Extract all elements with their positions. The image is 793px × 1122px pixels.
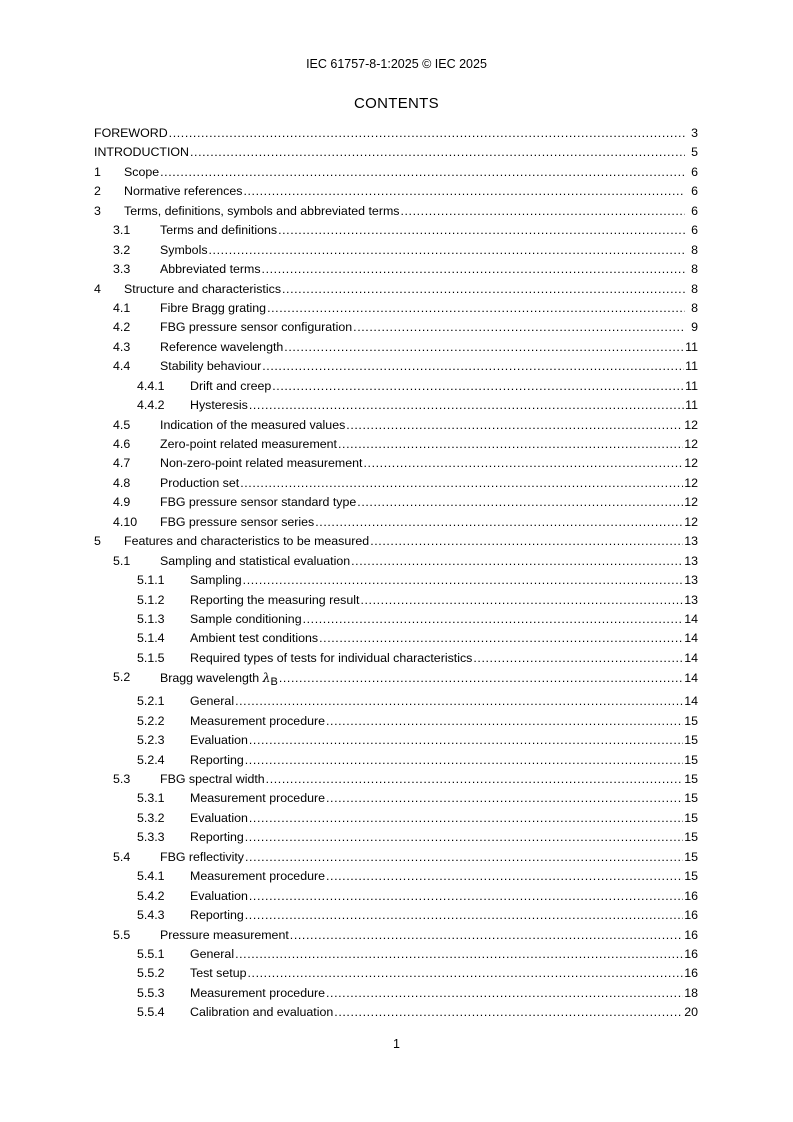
toc-entry[interactable] [94, 773, 698, 792]
toc-entry-page[interactable]: 18 [684, 985, 698, 1000]
toc-entry-title[interactable] [190, 792, 325, 805]
toc-entry-title[interactable] [160, 477, 239, 490]
toc-entry-number: 5.3.2 [137, 810, 165, 825]
toc-entry-title[interactable] [190, 948, 234, 961]
toc-entry-title[interactable] [190, 812, 248, 825]
dot-leader [209, 244, 685, 257]
toc-entry-title[interactable] [190, 909, 244, 922]
toc-entry-title[interactable] [94, 146, 189, 159]
toc-entry-title[interactable] [160, 321, 352, 334]
dot-leader [245, 754, 683, 767]
dot-leader [160, 166, 685, 179]
toc-entry-page[interactable]: 12 [684, 456, 698, 471]
dot-leader [243, 574, 684, 587]
toc-entry-number: 4.4.1 [137, 378, 165, 393]
toc-entry-page[interactable]: 11 [685, 378, 698, 393]
page-header: IEC 61757-8-1:2025 © IEC 2025 [306, 57, 487, 71]
toc-entry-number: 4.3 [113, 339, 131, 354]
dot-leader [326, 870, 683, 883]
toc-entry-title[interactable] [190, 632, 318, 645]
toc-entry-text: Sample conditioning [190, 611, 302, 626]
lambda-subscript: B [270, 676, 278, 689]
toc-entry-page[interactable]: 15 [684, 849, 698, 864]
toc-entry-title[interactable] [160, 419, 345, 432]
toc-entry-page[interactable]: 15 [684, 810, 698, 825]
dot-leader [290, 929, 683, 942]
toc-entry-text: Non-zero-point related measurement [160, 456, 363, 471]
dot-leader [262, 360, 684, 373]
toc-entry[interactable] [94, 166, 698, 185]
toc-entry-title[interactable] [124, 166, 159, 179]
toc-entry-number: 5.2.2 [137, 713, 165, 728]
toc-entry-title[interactable] [160, 496, 356, 509]
toc-entry[interactable] [94, 496, 698, 515]
toc-entry-page[interactable]: 8 [691, 262, 698, 277]
toc-entry[interactable] [94, 831, 698, 850]
dot-leader [235, 948, 683, 961]
toc-entry-page[interactable]: 13 [684, 534, 698, 549]
toc-entry[interactable] [94, 671, 698, 695]
toc-entry[interactable] [94, 419, 698, 438]
toc-entry[interactable] [94, 263, 698, 282]
toc-entry-page[interactable]: 15 [684, 830, 698, 845]
toc-entry-text: Required types of tests for individual characteristics [190, 650, 473, 665]
toc-entry-text: INTRODUCTION [94, 145, 189, 160]
toc-entry-title[interactable] [160, 360, 261, 373]
dot-leader [249, 812, 683, 825]
toc-entry-number: 5.3.3 [137, 830, 165, 845]
toc-entry[interactable] [94, 224, 698, 243]
toc-entry-number: 1 [94, 164, 101, 179]
toc-entry[interactable] [94, 695, 698, 714]
toc-entry-text: Drift and creep [190, 378, 272, 393]
toc-entry[interactable] [94, 715, 698, 734]
dot-leader [326, 792, 683, 805]
toc-entry-title[interactable] [190, 734, 248, 747]
toc-entry[interactable] [94, 890, 698, 909]
toc-entry-title[interactable] [190, 715, 325, 728]
toc-entry-title[interactable] [190, 890, 248, 903]
dot-leader [338, 438, 683, 451]
dot-leader [272, 380, 684, 393]
toc-entry-title[interactable] [94, 127, 168, 140]
toc-entry-page[interactable]: 11 [685, 398, 698, 413]
toc-entry-page[interactable]: 14 [684, 694, 698, 709]
toc-entry-page[interactable]: 15 [684, 791, 698, 806]
toc-entry[interactable] [94, 1006, 698, 1025]
toc-entry-title[interactable] [160, 457, 362, 470]
toc-entry-text: Evaluation [190, 810, 248, 825]
toc-entry-number: 5.5.4 [137, 1005, 165, 1020]
toc-entry-title[interactable] [160, 851, 244, 864]
toc-entry-page[interactable]: 15 [684, 869, 698, 884]
toc-entry-page[interactable]: 12 [684, 417, 698, 432]
toc-entry[interactable] [94, 851, 698, 870]
toc-entry-title[interactable] [190, 380, 271, 393]
toc-entry[interactable] [94, 283, 698, 302]
dot-leader [249, 734, 683, 747]
toc-entry-title[interactable] [124, 185, 242, 198]
dot-leader [240, 477, 683, 490]
toc-entry-text: FBG pressure sensor configuration [160, 320, 353, 335]
toc-entry[interactable] [94, 754, 698, 773]
toc-entry-title[interactable] [160, 670, 278, 689]
toc-entry-text: Sampling and statistical evaluation [160, 553, 351, 568]
dot-leader [351, 555, 683, 568]
dot-leader [353, 321, 685, 334]
toc-entry-number: 4.1 [113, 300, 131, 315]
toc-entry-title[interactable] [160, 341, 283, 354]
toc-entry-text: Bragg wavelength [160, 671, 263, 686]
toc-entry[interactable] [94, 399, 698, 418]
toc-entry-number: 4.7 [113, 456, 131, 471]
toc-entry[interactable] [94, 457, 698, 476]
toc-entry-text: Reporting [190, 908, 244, 923]
toc-entry-page[interactable]: 14 [684, 611, 698, 626]
toc-entry-number: 4.8 [113, 475, 131, 490]
dot-leader [334, 1006, 683, 1019]
dot-leader [278, 224, 685, 237]
toc-entry-page[interactable]: 16 [684, 946, 698, 961]
toc-entry-page[interactable]: 11 [685, 339, 698, 354]
dot-leader [266, 773, 684, 786]
toc-entry-page[interactable]: 13 [684, 573, 698, 588]
toc-entry-number: 4.10 [113, 514, 138, 529]
toc-entry[interactable] [94, 870, 698, 889]
toc-entry-title[interactable] [190, 613, 302, 626]
toc-entry-text: Reporting [190, 830, 244, 845]
toc-entry[interactable] [94, 734, 698, 753]
toc-entry-page[interactable]: 12 [684, 475, 698, 490]
toc-entry-page[interactable]: 14 [684, 631, 698, 646]
toc-entry-page[interactable]: 8 [691, 242, 698, 257]
toc-entry-title[interactable] [190, 1006, 333, 1019]
toc-entry-number: 5.2.3 [137, 733, 165, 748]
toc-entry-number: 5.4 [113, 849, 131, 864]
toc-entry-number: 4.4 [113, 359, 131, 374]
toc-entry[interactable] [94, 477, 698, 496]
toc-entry-title[interactable] [190, 594, 359, 607]
toc-entry-text: Calibration and evaluation [190, 1005, 334, 1020]
toc-entry[interactable] [94, 574, 698, 593]
toc-entry[interactable] [94, 652, 698, 671]
toc-entry-text: Structure and characteristics [124, 281, 282, 296]
toc-entry-page[interactable]: 15 [684, 772, 698, 786]
toc-entry-page[interactable]: 16 [684, 966, 698, 981]
toc-entry-text: Zero-point related measurement [160, 437, 337, 451]
toc-entry-page[interactable]: 13 [684, 592, 698, 607]
toc-entry[interactable] [94, 613, 698, 632]
toc-entry-number: 5.1.3 [137, 611, 165, 626]
toc-entry-text: Reference wavelength [160, 339, 284, 354]
toc-entry[interactable] [94, 929, 698, 948]
toc-entry-page[interactable]: 12 [684, 514, 698, 529]
toc-entry-page[interactable]: 16 [684, 927, 698, 942]
dot-leader [243, 185, 685, 198]
toc-entry[interactable] [94, 967, 698, 986]
dot-leader [245, 909, 683, 922]
toc-entry-page[interactable]: 15 [684, 713, 698, 728]
toc-entry-page[interactable]: 14 [684, 650, 698, 665]
toc-entry-text: Sampling [190, 573, 242, 588]
dot-leader [326, 715, 683, 728]
toc-entry-title[interactable] [124, 205, 399, 218]
toc-entry-text: Measurement procedure [190, 985, 325, 1000]
toc-entry[interactable] [94, 792, 698, 811]
toc-entry-number: 5.2.1 [137, 694, 165, 709]
toc-entry-number: 3.1 [113, 223, 131, 238]
toc-entry[interactable] [94, 244, 698, 263]
dot-leader [357, 496, 683, 509]
toc-entry[interactable] [94, 909, 698, 928]
toc-entry-page[interactable]: 12 [684, 495, 698, 510]
toc-entry-page[interactable]: 12 [684, 437, 698, 451]
toc-entry-title[interactable] [124, 283, 281, 296]
dot-leader [346, 419, 683, 432]
toc-entry-text: Hysteresis [190, 398, 248, 413]
toc-entry[interactable] [94, 948, 698, 967]
toc-entry-title[interactable] [160, 516, 314, 529]
toc-entry-number: 5.3 [113, 772, 131, 786]
toc-entry[interactable] [94, 516, 698, 535]
dot-leader [249, 399, 684, 412]
toc-entry-page[interactable]: 8 [691, 281, 698, 296]
dot-leader [284, 341, 684, 354]
toc-entry-text: General [190, 694, 235, 709]
table-of-contents [94, 127, 698, 1026]
toc-entry-text: Reporting [190, 752, 244, 767]
toc-entry-title[interactable] [124, 535, 369, 548]
toc-entry-text: Scope [124, 164, 160, 179]
toc-entry-number: 5.2.4 [137, 752, 165, 767]
toc-entry-page[interactable]: 15 [684, 752, 698, 767]
toc-entry-title[interactable] [160, 555, 350, 568]
toc-entry-title[interactable] [190, 987, 325, 1000]
toc-entry-number: 5.4.1 [137, 869, 165, 884]
dot-leader [282, 283, 685, 296]
toc-entry-number: 5.1.4 [137, 631, 165, 646]
toc-entry-number: 5.3.1 [137, 791, 165, 806]
toc-entry-page[interactable]: 6 [691, 184, 698, 199]
toc-entry-text: Ambient test conditions [190, 631, 319, 646]
toc-entry-number: 5.5.1 [137, 946, 165, 961]
toc-entry[interactable] [94, 360, 698, 379]
toc-entry-page[interactable]: 6 [691, 203, 698, 218]
toc-entry-number: 3.3 [113, 262, 131, 277]
toc-entry-page[interactable]: 6 [691, 223, 698, 238]
dot-leader [267, 302, 685, 315]
toc-entry-title[interactable] [190, 754, 244, 767]
dot-leader [262, 263, 685, 276]
toc-entry-text: FBG pressure sensor standard type [160, 495, 357, 510]
toc-entry-number: 4.9 [113, 495, 131, 510]
toc-entry-number: 5.1.5 [137, 650, 165, 665]
toc-entry-text: Test setup [190, 966, 247, 981]
toc-entry[interactable] [94, 341, 698, 360]
dot-leader [247, 967, 683, 980]
toc-entry-title[interactable] [190, 399, 248, 412]
toc-entry-number: 5.5.2 [137, 966, 165, 981]
toc-entry-title[interactable] [160, 438, 337, 451]
dot-leader [363, 457, 683, 470]
toc-entry-page[interactable]: 9 [691, 320, 698, 335]
dot-leader [235, 695, 683, 708]
toc-entry-text: FBG pressure sensor series [160, 514, 315, 529]
toc-entry-text: Measurement procedure [190, 713, 325, 728]
page-number: 1 [393, 1037, 400, 1051]
toc-entry[interactable] [94, 632, 698, 651]
toc-entry-page[interactable]: 8 [691, 300, 698, 315]
toc-entry-number: 5 [94, 534, 101, 549]
toc-entry-page[interactable]: 6 [691, 164, 698, 179]
toc-entry-page[interactable]: 16 [684, 888, 698, 903]
toc-entry-number: 5.4.3 [137, 908, 165, 923]
dot-leader [245, 831, 683, 844]
toc-entry-text: Pressure measurement [160, 927, 289, 942]
toc-entry-title[interactable] [160, 302, 266, 315]
toc-entry-number: 5.4.2 [137, 888, 165, 903]
dot-leader [190, 146, 685, 159]
dot-leader [370, 535, 683, 548]
dot-leader [315, 516, 683, 529]
toc-entry-text: Indication of the measured values [160, 417, 346, 432]
toc-entry[interactable] [94, 205, 698, 224]
toc-entry-text: Fibre Bragg grating [160, 300, 267, 315]
toc-entry-number: 4.5 [113, 417, 131, 432]
toc-entry[interactable] [94, 555, 698, 574]
toc-entry-number: 5.5 [113, 927, 131, 942]
toc-entry[interactable] [94, 185, 698, 204]
toc-entry-text: General [190, 946, 235, 961]
dot-leader [360, 594, 683, 607]
dot-leader [400, 205, 685, 218]
toc-entry[interactable] [94, 594, 698, 613]
toc-entry-text: Features and characteristics to be measured [124, 534, 370, 549]
toc-entry-title[interactable] [190, 695, 234, 708]
dot-leader [326, 987, 683, 1000]
toc-entry-title[interactable] [160, 263, 261, 276]
toc-entry[interactable] [94, 127, 698, 146]
dot-leader [245, 851, 683, 864]
toc-entry-number: 5.1.1 [137, 573, 165, 588]
toc-entry-text: Reporting the measuring result [190, 592, 360, 607]
toc-entry-text: Normative references [124, 184, 243, 199]
toc-entry-number: 5.2 [113, 670, 131, 685]
toc-entry-number: 5.1.2 [137, 592, 165, 607]
toc-entry-text: Symbols [160, 242, 208, 257]
toc-entry[interactable] [94, 380, 698, 399]
toc-entry-number: 3.2 [113, 242, 131, 257]
toc-entry-title[interactable] [160, 773, 265, 786]
toc-entry-title[interactable] [160, 929, 289, 942]
toc-entry-title[interactable] [160, 244, 208, 257]
toc-entry-number: 3 [94, 203, 101, 218]
toc-entry[interactable] [94, 321, 698, 340]
dot-leader [279, 672, 683, 685]
lambda-symbol: λ [262, 670, 271, 686]
toc-entry-text: FBG reflectivity [160, 849, 244, 864]
toc-entry[interactable] [94, 146, 698, 165]
toc-entry-number: 4 [94, 281, 101, 296]
toc-entry-page[interactable]: 3 [691, 126, 698, 140]
toc-entry-page[interactable]: 11 [685, 359, 698, 374]
toc-entry[interactable] [94, 812, 698, 831]
toc-entry-page[interactable]: 15 [684, 733, 698, 748]
toc-entry-title[interactable] [190, 574, 242, 587]
toc-entry-number: 5.1 [113, 553, 131, 568]
toc-entry-text: Measurement procedure [190, 869, 325, 884]
toc-entry[interactable] [94, 987, 698, 1006]
dot-leader [303, 613, 684, 626]
dot-leader [249, 890, 683, 903]
toc-entry-text: Abbreviated terms [160, 262, 261, 277]
toc-entry[interactable] [94, 535, 698, 554]
dot-leader [319, 632, 683, 645]
toc-entry-number: 2 [94, 184, 101, 199]
toc-entry-title[interactable] [190, 870, 325, 883]
toc-entry-title[interactable] [190, 652, 472, 665]
toc-entry-number: 4.4.2 [137, 398, 165, 413]
toc-entry-page[interactable]: 13 [684, 553, 698, 568]
dot-leader [473, 652, 683, 665]
toc-entry-title[interactable] [190, 831, 244, 844]
toc-entry-text: FOREWORD [94, 126, 168, 140]
toc-entry-page[interactable]: 16 [684, 908, 698, 923]
toc-entry-text: Evaluation [190, 888, 248, 903]
toc-entry-text: Measurement procedure [190, 791, 325, 806]
toc-entry-text: Stability behaviour [160, 359, 262, 374]
toc-entry-text: Production set [160, 475, 240, 490]
toc-entry-title[interactable] [160, 224, 277, 237]
toc-entry-page[interactable]: 20 [684, 1005, 698, 1020]
toc-entry-text: FBG spectral width [160, 772, 265, 786]
toc-entry-number: 5.5.3 [137, 985, 165, 1000]
toc-entry-text: Terms and definitions [160, 223, 278, 238]
toc-entry-text: Terms, definitions, symbols and abbreviated terms [124, 203, 400, 218]
dot-leader [169, 127, 685, 140]
toc-entry-number: 4.2 [113, 320, 131, 335]
toc-entry[interactable] [94, 438, 698, 457]
toc-entry-title[interactable] [190, 967, 246, 980]
toc-entry-page[interactable]: 5 [691, 145, 698, 160]
toc-entry-text: Evaluation [190, 733, 248, 748]
contents-title: CONTENTS [354, 95, 439, 112]
toc-entry-page[interactable]: 14 [684, 671, 698, 686]
toc-entry-number: 4.6 [113, 437, 131, 451]
toc-entry[interactable] [94, 302, 698, 321]
